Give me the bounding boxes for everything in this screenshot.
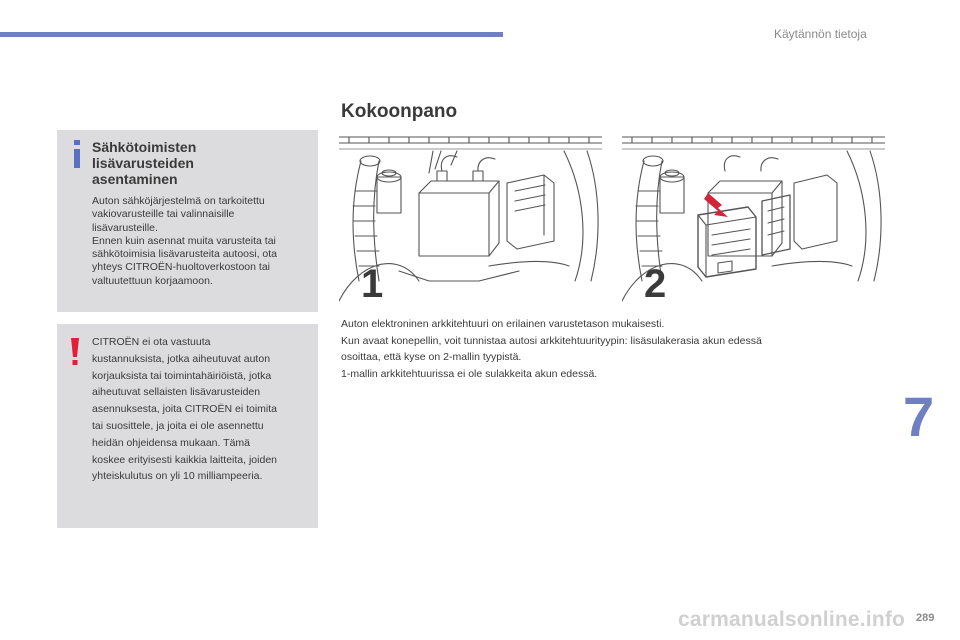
warning-text-line: yhteiskulutus on yli 10 milliampeeria.: [92, 470, 263, 483]
watermark-text: carmanualsonline.info: [678, 608, 906, 631]
engine-bay-diagram-2: [622, 131, 885, 306]
body-text-line: 1-mallin arkkitehtuurissa ei ole sulakkeita akun edessä.: [341, 367, 598, 380]
info-text-line: yhteys CITROËN-huoltoverkostoon tai: [92, 261, 270, 274]
body-text-line: osoittaa, että kyse on 2-mallin tyypistä.: [341, 351, 522, 363]
info-text-line: lisävarusteille.: [92, 221, 158, 234]
page-number: 289: [916, 612, 935, 624]
info-title-line: asentaminen: [92, 171, 178, 187]
warning-text-line: asennuksesta, joita CITROËN ei toimita: [92, 403, 277, 416]
section-title: Kokoonpano: [341, 101, 458, 122]
body-text-line: Kun avaat konepellin, voit tunnistaa autosi arkkitehtuurityypin: lisäsulakerasia akun edessä: [341, 334, 762, 347]
warning-text-line: heidän ohjeidensa mukaan. Tämä: [92, 436, 250, 449]
body-text-line: Auton elektroninen arkkitehtuuri on erilainen varustetason mukaisesti.: [341, 318, 665, 330]
warning-box: [57, 324, 318, 528]
info-text-line: vakiovarusteille tai valinnaisille: [92, 208, 235, 221]
engine-bay-diagram-1: [339, 131, 602, 306]
warning-text-line: korjauksista tai toimintahäiriöistä, jotka: [92, 369, 272, 382]
warning-text-line: aiheutuvat sellaisten lisävarusteiden: [92, 386, 261, 399]
warning-text-line: tai suosittele, ja joita ei ole asennettu: [92, 419, 264, 432]
warning-text-line: kustannuksista, jotka aiheutuvat auton: [92, 352, 271, 365]
info-title-line: Sähkötoimisten: [92, 139, 197, 155]
info-box: [57, 130, 318, 312]
info-box-text: [92, 195, 314, 288]
warning-icon: [68, 338, 82, 366]
chapter-header-title: Käytännön tietoja: [774, 27, 867, 41]
info-text-line: Auton sähköjärjestelmä on tarkoitettu: [92, 195, 265, 207]
info-text-line: valtuutettuun korjaamoon.: [92, 274, 213, 287]
diagram-number-1: 1: [361, 262, 384, 306]
header-accent-bar: [0, 32, 503, 37]
warning-box-text: [92, 334, 316, 485]
info-text-line: sähkötoimisia lisävarusteita autoosi, ota: [92, 248, 278, 261]
info-icon: [71, 140, 83, 168]
warning-text-line: koskee erityisesti kaikkia laitteita, joiden: [92, 453, 278, 466]
diagram-number-2: 2: [644, 262, 667, 306]
info-box-title: [92, 139, 292, 187]
info-text-line: Ennen kuin asennat muita varusteita tai: [92, 234, 276, 247]
info-title-line: lisävarusteiden: [92, 155, 194, 171]
chapter-number: 7: [903, 385, 935, 448]
warning-text-line: CITROËN ei ota vastuuta: [92, 336, 211, 348]
architecture-description: [341, 316, 851, 382]
